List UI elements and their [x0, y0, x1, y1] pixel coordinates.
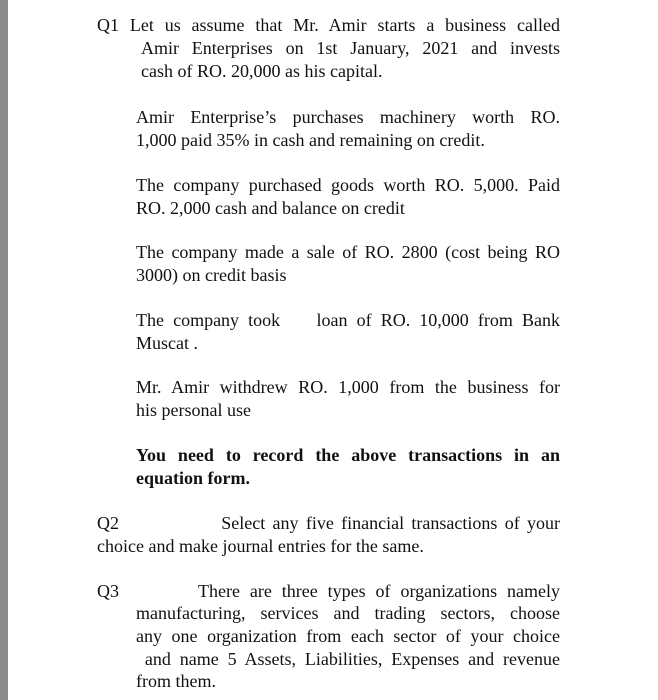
transaction-4-line-1: The company took loan of RO. 10,000 from Bank	[136, 310, 560, 330]
q3-line-4: and name 5 Assets, Liabilities, Expenses and revenue	[136, 649, 560, 669]
transaction-1-line-2: 1,000 paid 35% in cash and remaining on credit.	[136, 130, 485, 150]
transaction-1-line-1: Amir Enterprise’s purchases machinery worth RO.	[136, 107, 560, 127]
q3-line-5: from them.	[136, 671, 216, 691]
transaction-2-line-2: RO. 2,000 cash and balance on credit	[136, 198, 405, 218]
transaction-5-line-2: his personal use	[136, 400, 251, 420]
transaction-4-line-2: Muscat .	[136, 333, 198, 353]
q3-line-1: Q3 There are three types of organizations namely	[97, 581, 560, 601]
transaction-3-line-2: 3000) on credit basis	[136, 265, 287, 285]
q1-line-2: Amir Enterprises on 1st January, 2021 and invests	[141, 38, 560, 58]
q1-line-1: Q1 Let us assume that Mr. Amir starts a business called	[97, 15, 560, 35]
q3-line-2: manufacturing, services and trading sectors, choose	[136, 603, 560, 623]
q2-line-2: choice and make journal entries for the same.	[97, 536, 424, 556]
transaction-3-line-1: The company made a sale of RO. 2800 (cost being RO	[136, 242, 560, 262]
q2-line-1: Q2 Select any five financial transactions of your	[97, 513, 560, 533]
transaction-5-line-1: Mr. Amir withdrew RO. 1,000 from the business for	[136, 377, 560, 397]
q3-line-3: any one organization from each sector of your choice	[136, 626, 560, 646]
transaction-2-line-1: The company purchased goods worth RO. 5,000. Paid	[136, 175, 560, 195]
q1-line-3: cash of RO. 20,000 as his capital.	[141, 61, 383, 81]
instruction-line-1: You need to record the above transactions in an	[136, 445, 560, 465]
instruction-line-2: equation form.	[136, 468, 250, 488]
